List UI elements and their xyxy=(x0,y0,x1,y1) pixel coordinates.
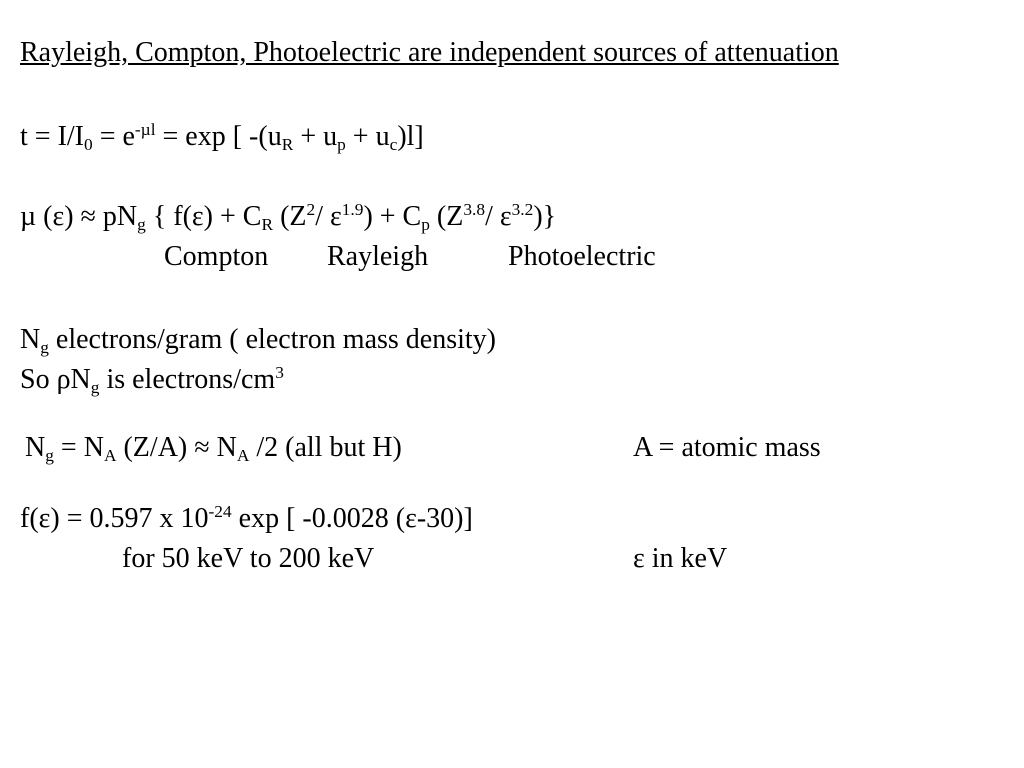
label-photoelectric: Photoelectric xyxy=(508,241,656,272)
ng-equation xyxy=(25,432,402,464)
eq1-c-sub: c xyxy=(389,134,398,154)
ng-n: N xyxy=(20,324,41,355)
eq2-g: / ε xyxy=(485,201,512,232)
eq1-plus2: + u xyxy=(345,121,390,152)
eq1-t-sub: 0 xyxy=(84,134,93,154)
eq2-c: (Z xyxy=(273,201,307,232)
eq2-g-sub: g xyxy=(137,214,146,234)
eq4-a: f(ε) = 0.597 x 10 xyxy=(20,503,209,534)
eq1-r-sub: R xyxy=(281,134,294,154)
ng-definition xyxy=(20,324,496,356)
eq2-p-sub: p xyxy=(421,214,430,234)
energy-unit-note: ε in keV xyxy=(633,543,728,574)
eq2-z2-sup: 3.8 xyxy=(463,200,486,220)
label-rayleigh: Rayleigh xyxy=(327,241,429,272)
eq3-b: = N xyxy=(53,432,104,463)
transmission-equation xyxy=(20,121,424,153)
eq2-z-sup: 2 xyxy=(306,200,316,220)
eq2-f: (Z xyxy=(429,201,464,232)
eq1-t: t = I/I xyxy=(20,121,84,152)
eq3-a: N xyxy=(25,432,46,463)
so-a: So ρN xyxy=(20,364,91,395)
heading xyxy=(20,37,839,69)
eq2-b: { f(ε) + C xyxy=(145,201,262,232)
so-b: is electrons/cm xyxy=(99,364,276,395)
eq1-plus1: + u xyxy=(293,121,338,152)
eq2-e: ) + C xyxy=(363,201,422,232)
eq3-d: /2 (all but H) xyxy=(249,432,402,463)
eq3-g-sub: g xyxy=(45,445,54,465)
eq2-e-sup: 1.9 xyxy=(341,200,364,220)
heading-text: Rayleigh, Compton, Photoelectric are independent sources of attenuation xyxy=(20,37,839,68)
eq2-d: / ε xyxy=(315,201,342,232)
f-equation xyxy=(20,503,473,535)
eq3-a-sub: A xyxy=(103,445,117,465)
eq1-eq: = e xyxy=(92,121,135,152)
eq3-c: (Z/A) ≈ N xyxy=(116,432,237,463)
eq2-r-sub: R xyxy=(261,214,274,234)
eq1-p-sub: p xyxy=(337,134,346,154)
so-g-sub: g xyxy=(90,377,100,397)
energy-range: for 50 keV to 200 keV xyxy=(122,543,375,574)
eq2-e2-sup: 3.2 xyxy=(511,200,534,220)
eq1-rest: = exp [ -(u xyxy=(155,121,282,152)
mu-equation xyxy=(20,201,556,233)
label-compton: Compton xyxy=(164,241,269,272)
ng-g-sub: g xyxy=(40,337,49,357)
atomic-mass-note: A = atomic mass xyxy=(633,432,821,463)
eq2-a: µ (ε) ≈ pN xyxy=(20,201,138,232)
eq4-b: exp [ -0.0028 (ε-30)] xyxy=(231,503,473,534)
eq4-sup: -24 xyxy=(208,502,232,522)
eq2-h: )} xyxy=(533,201,557,232)
so-line xyxy=(20,364,284,396)
so-sup: 3 xyxy=(275,363,284,383)
ng-text: electrons/gram ( electron mass density) xyxy=(48,324,496,355)
eq1-exp: -µl xyxy=(134,120,156,140)
eq1-end: )l] xyxy=(397,121,424,152)
eq3-a-sub2: A xyxy=(236,445,250,465)
